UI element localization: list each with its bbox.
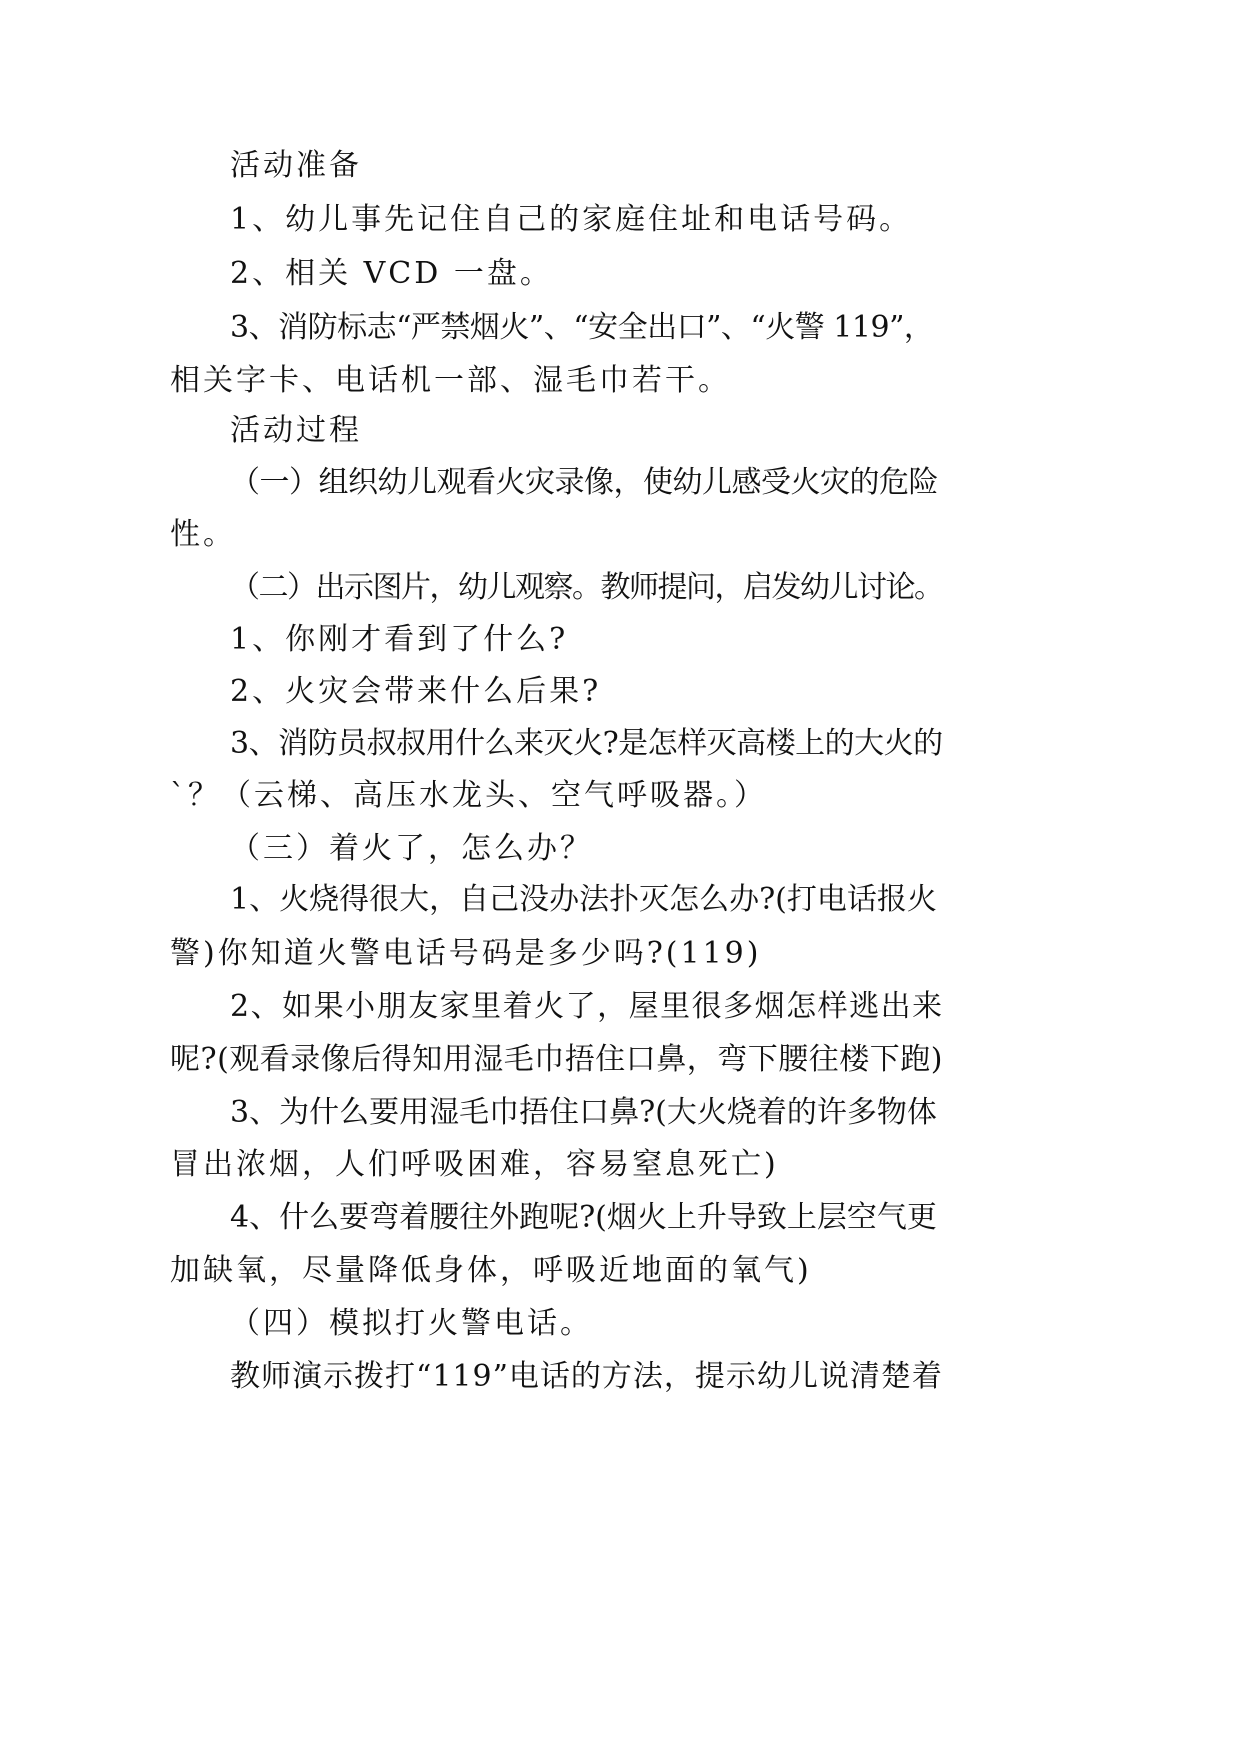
paragraph-line: 1、你刚才看到了什么?: [230, 622, 569, 657]
paragraph-line: 2、如果小朋友家里着火了，屋里很多烟怎样逃出来: [230, 989, 944, 1024]
section-heading-preparation: 活动准备: [230, 148, 362, 183]
paragraph-line: 教师演示拨打“119”电话的方法，提示幼儿说清楚着: [230, 1359, 943, 1394]
paragraph-line: 2、火灾会带来什么后果?: [230, 674, 602, 709]
paragraph-line: 1、幼儿事先记住自己的家庭住址和电话号码。: [230, 202, 913, 237]
paragraph-line: 呢?(观看录像后得知用湿毛巾捂住口鼻，弯下腰往楼下跑): [170, 1042, 943, 1077]
paragraph-line: 加缺氧，尽量降低身体，呼吸近地面的氧气): [170, 1253, 812, 1288]
paragraph-line: 3、消防标志“严禁烟火”、“安全出口”、“火警 119”，: [230, 310, 934, 345]
paragraph-line: 2、相关 VCD 一盘。: [230, 256, 553, 291]
paragraph-line: （四）模拟打火警电话。: [230, 1306, 593, 1341]
paragraph-line: （一）组织幼儿观看火灾录像，使幼儿感受火灾的危险: [230, 465, 938, 500]
section-heading-process: 活动过程: [230, 413, 362, 448]
paragraph-line: 冒出浓烟，人们呼吸困难，容易窒息死亡): [170, 1147, 779, 1182]
paragraph-line: 3、消防员叔叔用什么来灭火?是怎样灭高楼上的大火的: [230, 726, 943, 761]
paragraph-line: （二）出示图片，幼儿观察。教师提问，启发幼儿讨论。: [230, 570, 943, 605]
paragraph-line: 相关字卡、电话机一部、湿毛巾若干。: [170, 363, 731, 398]
paragraph-line: 警)你知道火警电话号码是多少吗?(119): [170, 936, 762, 971]
paragraph-line: （三）着火了，怎么办？: [230, 831, 593, 866]
paragraph-line: 1、火烧得很大，自己没办法扑灭怎么办?(打电话报火: [230, 882, 937, 917]
paragraph-line: 4、什么要弯着腰往外跑呢?(烟火上升导致上层空气更: [230, 1200, 937, 1235]
paragraph-line: `？（云梯、高压水龙头、空气呼吸器。）: [170, 778, 767, 813]
paragraph-line: 3、为什么要用湿毛巾捂住口鼻?(大火烧着的许多物体: [230, 1095, 937, 1130]
paragraph-line: 性。: [170, 517, 236, 552]
